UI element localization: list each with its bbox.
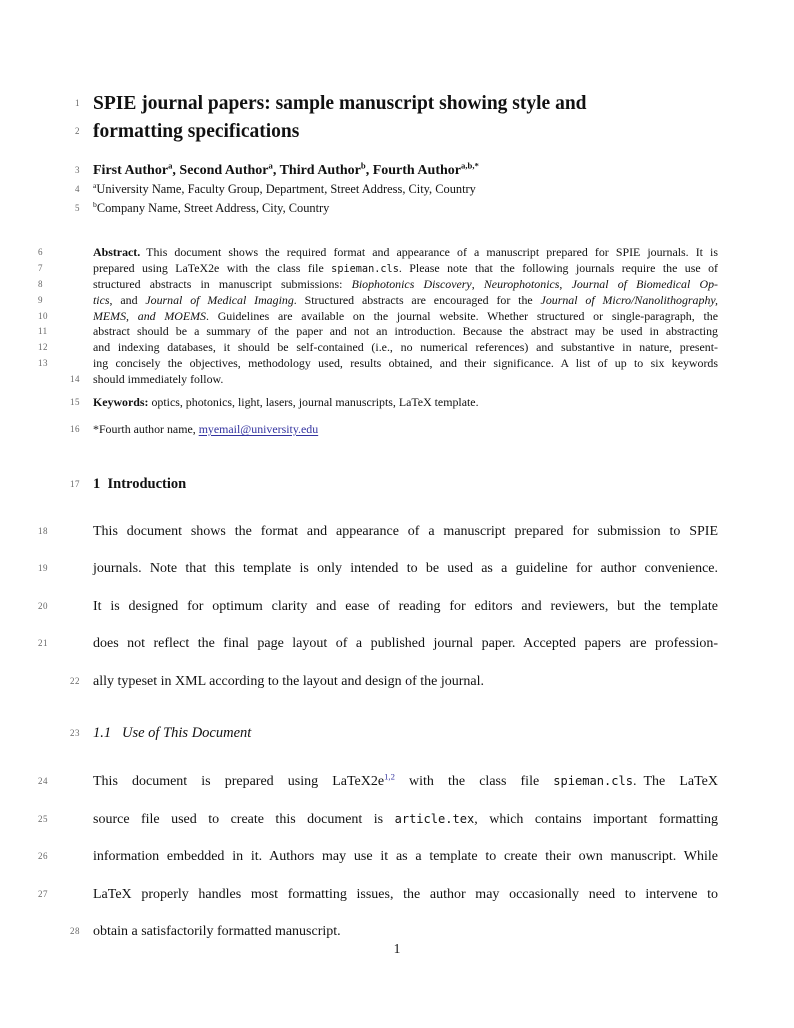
line-number: 14 — [70, 374, 80, 385]
line-number: 24 — [38, 776, 48, 787]
line — [75, 118, 718, 146]
line-number: 23 — [70, 728, 80, 739]
line-number: 3 — [75, 165, 80, 175]
block-subsection — [70, 724, 718, 742]
text-segment: abstract should be a summary of the paper and not an introduction. Because the abstract may be used in abstracting — [93, 324, 718, 339]
line — [75, 90, 718, 118]
line — [75, 160, 718, 180]
line — [38, 276, 718, 293]
line-number: 2 — [75, 125, 80, 136]
line — [75, 180, 718, 199]
code-text: spieman.cls — [331, 263, 399, 275]
page-number: 1 — [393, 941, 401, 956]
line-number: 27 — [38, 888, 48, 899]
line — [70, 663, 718, 701]
text-segment: LaTeX properly handles most formatting issues, the author may occasionally need to intervene to — [93, 886, 718, 902]
block-correspondence — [70, 421, 718, 438]
line-number: 21 — [38, 638, 48, 649]
line-number: 28 — [70, 926, 80, 937]
text-segment: does not reflect the final page layout of a published journal paper. Accepted papers are profession- — [93, 636, 718, 652]
line-number: 22 — [70, 675, 80, 686]
affiliation-superscript: b — [360, 160, 366, 171]
affiliation-superscript: b — [93, 199, 97, 209]
code-text: article.tex — [394, 811, 475, 826]
line — [38, 801, 718, 839]
line — [38, 356, 718, 372]
line-number: 11 — [38, 326, 48, 337]
block-body2 — [38, 763, 718, 951]
text-segment: source file used to create this document is — [93, 811, 395, 827]
line-number: 6 — [38, 247, 43, 257]
line-number: 25 — [38, 813, 48, 824]
text-segment: , Third Author — [272, 163, 361, 178]
text-segment: *Fourth author name, — [93, 421, 199, 436]
text-segment: This document is prepared using LaTeX2e — [93, 774, 385, 790]
text-segment: Journal of Biomedical Op- — [571, 276, 718, 291]
text-segment: Abstract. — [93, 245, 141, 259]
code-text: spieman.cls — [553, 774, 633, 789]
line-number: 9 — [38, 294, 43, 305]
text-segment: Keywords: — [93, 395, 149, 410]
text-segment: First Author — [93, 163, 169, 178]
line-number: 1 — [75, 98, 80, 108]
line — [38, 292, 718, 309]
line — [70, 421, 718, 438]
email-link[interactable]: myemail@university.edu — [198, 421, 319, 436]
document-lines — [38, 0, 718, 951]
line — [38, 763, 718, 801]
line-number: 26 — [38, 851, 48, 862]
line — [38, 625, 718, 663]
text-segment: prepared using LaTeX2e with the class file — [93, 260, 332, 275]
line — [38, 838, 718, 876]
block-authors — [75, 160, 718, 180]
text-segment: should immediately follow. — [93, 372, 224, 387]
text-segment: Journal of Medical Imaging — [145, 292, 294, 307]
text-segment: , — [559, 276, 572, 291]
line — [75, 199, 718, 218]
line — [38, 245, 718, 261]
text-segment: with the class file — [394, 774, 554, 790]
affiliation-superscript: a — [268, 160, 273, 171]
text-segment: , and — [109, 292, 146, 307]
line-number: 13 — [38, 358, 48, 369]
line — [38, 308, 718, 325]
text-segment: . Please note that the following journals require the use of — [398, 260, 718, 275]
block-title — [75, 90, 718, 145]
line — [38, 513, 718, 551]
text-segment: Neurophotonics — [483, 276, 560, 291]
text-segment: journals. Note that this template is only intended to be used as a guideline for author convenience. — [93, 561, 718, 577]
block-section — [70, 475, 718, 493]
line-number: 12 — [38, 342, 48, 353]
text-segment: , which contains important formatting — [474, 811, 718, 827]
text-segment: ally typeset in XML according to the layout and design of the journal. — [93, 673, 484, 689]
text-segment: Biophotonics Discovery — [351, 276, 472, 291]
line — [70, 475, 718, 493]
text-segment: This document shows the required format and appearance of a manuscript prepared for SPIE journals. It is — [140, 245, 718, 259]
citation-link[interactable]: 1,2 — [384, 771, 395, 782]
line — [38, 260, 718, 277]
line — [38, 340, 718, 356]
line — [38, 550, 718, 588]
line-number: 16 — [70, 423, 80, 434]
text-segment: and indexing databases, it should be self-contained (i.e., no numerical references) and substantive in nature, present- — [93, 340, 718, 355]
text-segment: 1.1 Use of This Document — [93, 725, 252, 742]
text-segment: information embedded in it. Authors may use it as a template to create their own manuscript. While — [93, 849, 718, 865]
line-number: 15 — [70, 397, 80, 408]
text-segment: formatting specifications — [93, 120, 300, 142]
text-segment: , Fourth Author — [365, 163, 461, 178]
text-segment: obtain a satisfactorily formatted manuscript. — [93, 924, 341, 940]
text-segment: University Name, Faculty Group, Department, Street Address, City, Country — [96, 182, 476, 196]
text-segment: 1 Introduction — [93, 475, 187, 492]
affiliation-superscript: a — [93, 180, 97, 190]
block-abstract — [38, 245, 718, 388]
text-segment: , Second Author — [172, 163, 269, 178]
text-segment: optics, photonics, light, lasers, journal manuscripts, LaTeX template. — [148, 395, 479, 410]
line-number: 17 — [70, 478, 80, 489]
affiliation-superscript: a,b,* — [461, 160, 479, 171]
text-segment: . Structured abstracts are encouraged for the — [293, 292, 541, 307]
line-number: 19 — [38, 563, 48, 574]
text-segment: MEMS, and MOEMS — [93, 308, 206, 323]
text-segment: , — [471, 276, 484, 291]
text-segment: It is designed for optimum clarity and ease of reading for editors and reviewers, but the template — [93, 598, 718, 614]
text-segment: SPIE journal papers: sample manuscript showing style and — [93, 93, 587, 114]
page-footer — [0, 941, 794, 957]
line — [70, 372, 718, 388]
line — [38, 324, 718, 340]
line-number: 4 — [75, 184, 80, 194]
line — [38, 588, 718, 626]
text-segment: tics — [93, 292, 110, 307]
line-number: 7 — [38, 262, 43, 273]
text-segment: Company Name, Street Address, City, Country — [96, 200, 330, 215]
text-segment: Journal of Micro/Nanolithography, — [540, 292, 718, 307]
line-number: 8 — [38, 278, 43, 289]
text-segment: This document shows the format and appearance of a manuscript prepared for submission to SPIE — [93, 523, 718, 539]
block-keywords — [70, 395, 718, 411]
line-number: 5 — [75, 202, 80, 213]
text-segment: structured abstracts in manuscript submissions: — [93, 276, 352, 291]
line-number: 18 — [38, 525, 48, 536]
text-segment: . The LaTeX — [632, 774, 718, 790]
line — [70, 395, 718, 411]
text-segment: ing concisely the objectives, methodology used, results obtained, and their significance. A list of up to six keywords — [93, 356, 718, 371]
line-number: 10 — [38, 310, 48, 321]
text-segment: . Guidelines are available on the journal website. Whether structured or single-paragraph, the — [205, 308, 718, 323]
affiliation-superscript: a — [168, 160, 173, 171]
line-number: 20 — [38, 600, 48, 611]
line — [70, 724, 718, 742]
line — [38, 876, 718, 914]
block-body — [38, 513, 718, 701]
block-affiliation — [75, 180, 718, 217]
